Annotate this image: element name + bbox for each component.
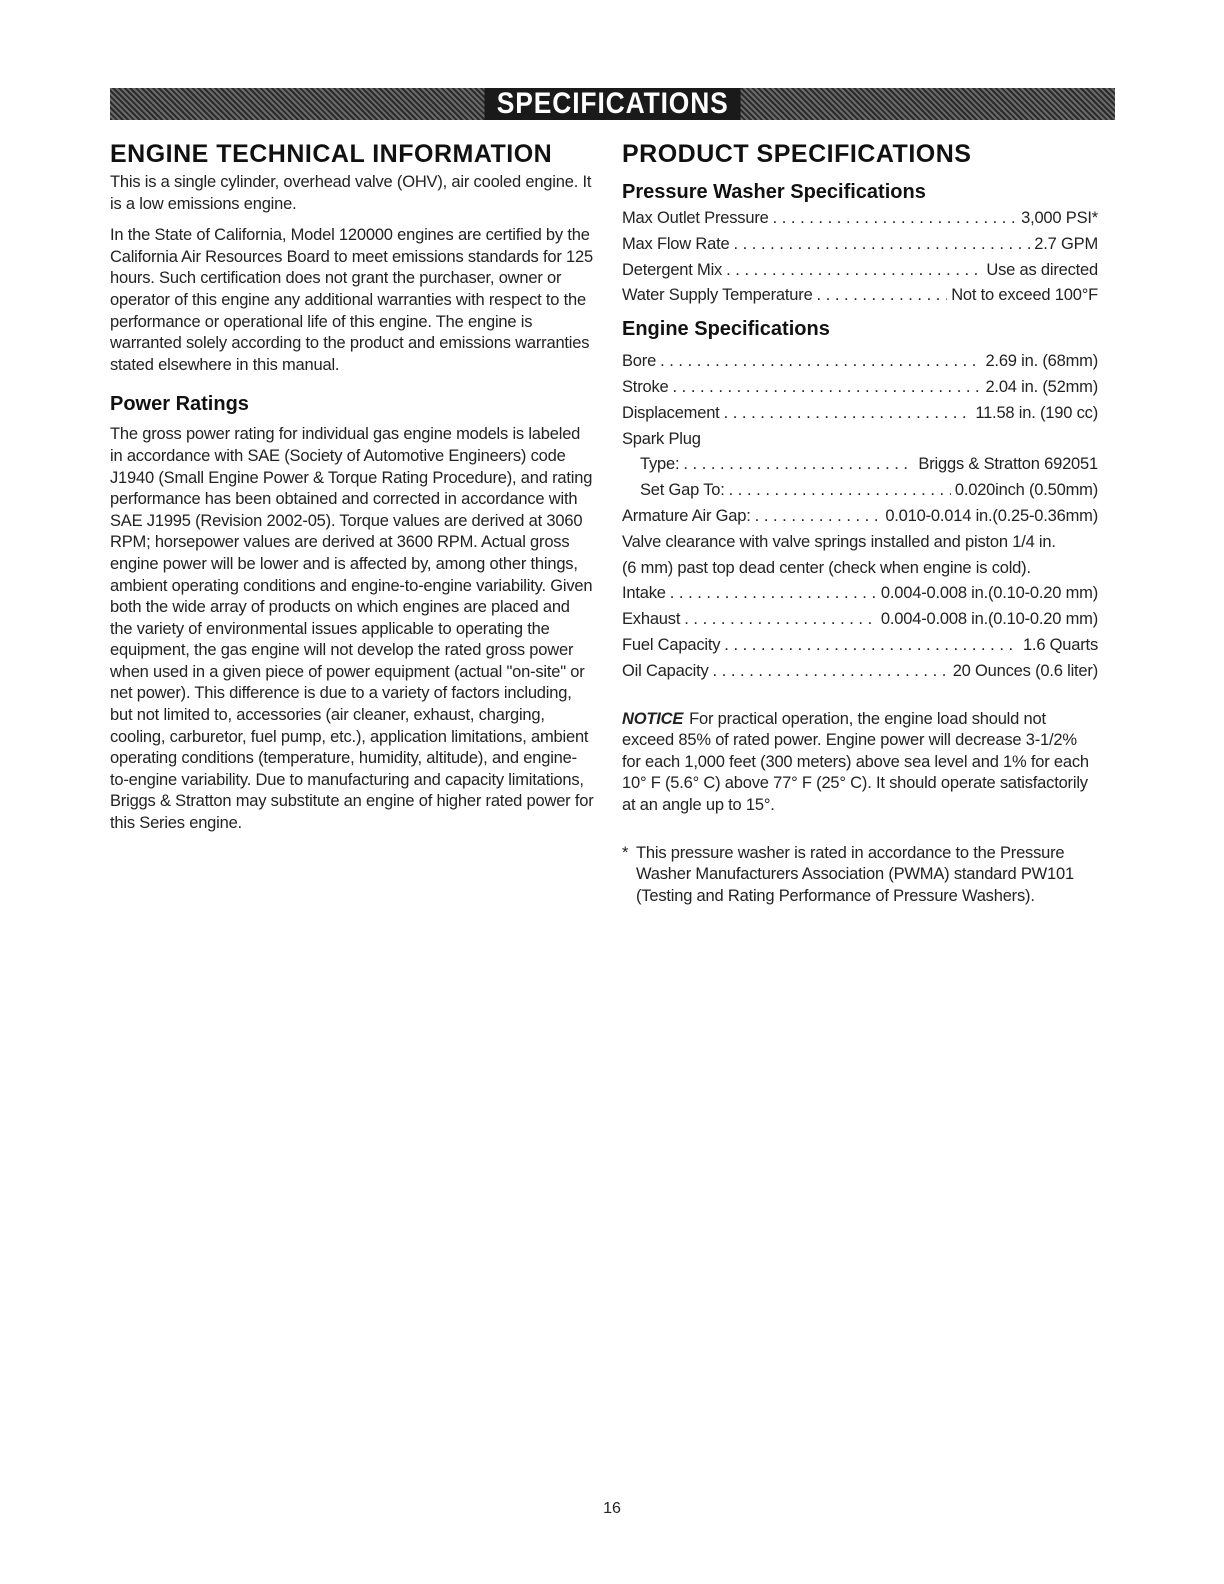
spec-row-exhaust (622, 607, 1098, 633)
spec-value: 2.04 in. (52mm) (985, 377, 1098, 396)
pressure-washer-specs-heading: Pressure Washer Specifications (622, 181, 926, 203)
engine-technical-heading: ENGINE TECHNICAL INFORMATION (110, 140, 553, 168)
engine-specs-heading: Engine Specifications (622, 318, 830, 341)
engine-intro-text: This is a single cylinder, overhead valve (OHV), air cooled engine. It is a low emissions engine. (110, 173, 592, 213)
power-ratings-text: The gross power rating for individual gas engine models is labeled in accordance with SAE (Society of Automotive Engineers) code J1940 (Small Engine Power & Torque Rating Procedure), and rating performance has been obtained and corrected in accordance with SAE J1995 (Revision 2002-05). Torque values are derived at 3060 RPM; horsepower values are derived at 3600 RPM. Actual gross engine power will be lower and is affected by, among other things, ambient operating conditions and engine-to-engine variability. Given both the wide array of products on which engines are placed and the variety of environmental issues applicable to operating the equipment, the gas engine will not develop the rated gross power when used in a given piece of power equipment (actual "on-site" or net power). This difference is due to a variety of factors including, but not limited to, accessories (air cleaner, exhaust, charging, cooling, carburetor, fuel pump, etc.), application limitations, ambient operating conditions (temperature, humidity, altitude), and engine-to-engine variability. Due to manufacturing and capacity limitations, Briggs & Stratton may substitute an engine of higher rated power for this Series engine. (110, 425, 594, 833)
spec-row-water-supply-temperature (622, 283, 1098, 309)
spec-value: 3,000 PSI* (1021, 209, 1098, 227)
spec-label: Oil Capacity (622, 661, 709, 680)
product-specifications-heading: PRODUCT SPECIFICATIONS (622, 140, 972, 168)
spec-label: Stroke (622, 377, 669, 396)
spec-row-displacement (622, 401, 1098, 427)
spec-value: 0.004-0.008 in.(0.10-0.20 mm) (880, 610, 1098, 629)
spec-value: 20 Ounces (0.6 liter) (952, 661, 1098, 680)
spec-label: Max Flow Rate (622, 234, 730, 253)
spec-label: Max Outlet Pressure (622, 209, 769, 227)
spec-row-intake (622, 581, 1098, 607)
valve-clearance-line-1: Valve clearance with valve springs installed and piston 1/4 in. (622, 532, 1056, 551)
spec-label: Set Gap To: (640, 481, 725, 500)
spec-value: Briggs & Stratton 692051 (918, 455, 1098, 474)
spec-label: Armature Air Gap: (622, 506, 751, 525)
spec-label: Type: (640, 455, 680, 474)
notice-paragraph (622, 709, 1098, 817)
spec-label: Bore (622, 352, 657, 371)
page-number: 16 (603, 1500, 621, 1517)
spec-row-spark-plug-type (622, 452, 1098, 478)
spec-value: 1.6 Quarts (1022, 635, 1098, 654)
spec-value: 0.010-0.014 in.(0.25-0.36mm) (885, 506, 1098, 525)
spec-row-detergent-mix (622, 258, 1098, 284)
spec-row-oil-capacity (622, 659, 1098, 685)
spec-row-set-gap (622, 478, 1098, 504)
spec-label: Exhaust (622, 610, 681, 629)
spec-label: Water Supply Temperature (622, 286, 813, 305)
spec-row-bore (622, 349, 1098, 375)
spec-value: 2.69 in. (68mm) (985, 352, 1098, 371)
footnote-asterisk: * (622, 843, 629, 862)
spec-value: Not to exceed 100°F (951, 286, 1098, 305)
spec-value: 11.58 in. (190 cc) (975, 403, 1098, 422)
spec-row-max-flow-rate (622, 232, 1098, 258)
footnote-text: This pressure washer is rated in accordance to the Pressure Washer Manufacturers Association (PWMA) standard PW101 (Testing and Rating Performance of Pressure Washers). (636, 843, 1074, 905)
spec-value: 2.7 GPM (1034, 234, 1098, 253)
spec-row-max-outlet-pressure (622, 206, 1098, 232)
footnote (622, 843, 1098, 908)
spec-label: Intake (622, 584, 666, 603)
spec-label: Displacement (622, 403, 720, 422)
valve-clearance-line-2: (6 mm) past top dead center (check when engine is cold). (622, 558, 1031, 577)
spec-label: Fuel Capacity (622, 635, 721, 654)
spec-value: 0.004-0.008 in.(0.10-0.20 mm) (880, 584, 1098, 603)
engine-technical-column (110, 136, 594, 835)
spec-row-armature-air-gap (622, 504, 1098, 530)
power-ratings-heading: Power Ratings (110, 393, 249, 416)
spec-value: Use as directed (986, 260, 1098, 279)
spec-value: 0.020inch (0.50mm) (954, 481, 1098, 500)
notice-text: For practical operation, the engine load should not exceed 85% of rated power. Engine power will decrease 3-1/2% for each 1,000 feet (300 meters) above sea level and 1% for each 10° F (5.6° C) above 77° F (25° C). It should operate satisfactorily at an angle up to 15°. (622, 709, 1089, 814)
notice-label: NOTICE (622, 709, 684, 728)
spark-plug-label: Spark Plug (622, 429, 701, 448)
spec-row-fuel-capacity (622, 633, 1098, 659)
product-specifications-column (622, 136, 1098, 907)
spec-label: Detergent Mix (622, 260, 723, 279)
section-banner (110, 88, 1115, 120)
california-text: In the State of California, Model 120000 engines are certified by the California Air Resources Board to meet emissions standards for 125 hours. Such certification does not grant the purchaser, owner or operator of this engine any additional warranties with respect to the performance or operational life of this engine. The engine is warranted solely according to the product and emissions warranties stated elsewhere in this manual. (110, 226, 593, 374)
banner-title: SPECIFICATIONS (484, 88, 740, 120)
spec-row-stroke (622, 375, 1098, 401)
